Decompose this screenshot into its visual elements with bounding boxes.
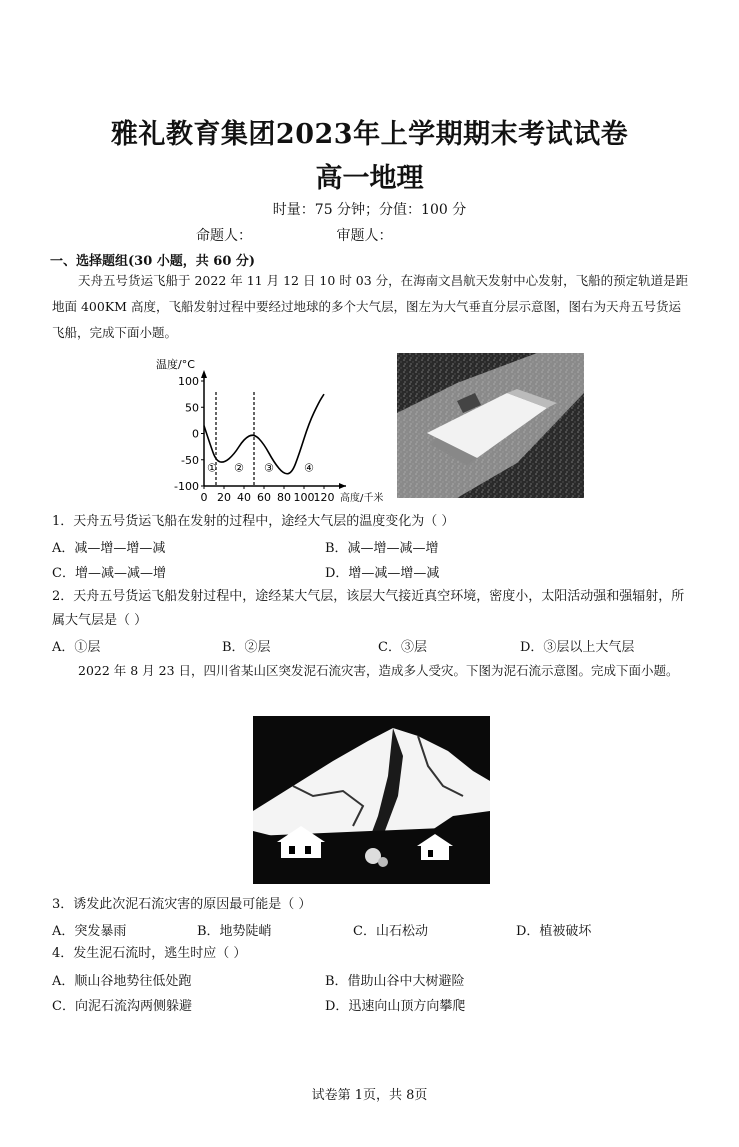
y-tick-label: -100 xyxy=(174,480,199,493)
subject-title: 高一地理 xyxy=(315,163,424,194)
x-tick-label: 100 xyxy=(293,491,315,502)
q4-option-c: C．向泥石流沟两侧躲避 xyxy=(52,999,192,1014)
author-line xyxy=(196,225,472,245)
exam-title: 雅礼教育集团2023年上学期期末考试试卷 xyxy=(110,119,629,150)
q3-option-a: A．突发暴雨 xyxy=(52,924,127,939)
atmosphere-chart xyxy=(150,352,390,502)
intro-paragraph-2: 2022 年 8 月 23 日，四川省某山区突发泥石流灾害，造成多人受灾。下图为泥石流示意图。完成下面小题。 xyxy=(78,663,679,678)
layer-label: ② xyxy=(234,461,244,475)
intro-paragraph-1: 天舟五号货运飞船于 2022 年 11 月 12 日 10 时 03 分，在海南文昌航天发射中心发射，飞船的预定轨道是距地面 400KM 高度，飞船发射过程中要经过地球的多个大气层，图左为大气垂直分层示意图，图右为天舟五号货运飞船，完成下面小题。 xyxy=(52,273,689,340)
y-tick-label: 0 xyxy=(192,427,199,441)
q2-option-c: C．③层 xyxy=(378,640,427,655)
q2-option-b: B．②层 xyxy=(222,640,271,655)
spacecraft-photo xyxy=(397,353,584,498)
exam-meta: 时量：75 分钟；分值：100 分 xyxy=(272,202,467,218)
q3-option-d: D．植被破坏 xyxy=(516,924,592,939)
q1-option-b: B．减—增—减—增 xyxy=(325,541,439,556)
x-tick-label: 20 xyxy=(217,491,231,502)
y-axis-label: 温度/°C xyxy=(156,358,195,371)
y-tick-label: 100 xyxy=(178,375,199,388)
q2-option-d: D．③层以上大气层 xyxy=(520,640,635,655)
q3-option-c: C．山石松动 xyxy=(353,924,428,939)
q1-option-a: A．减—增—增—减 xyxy=(52,541,166,556)
q4-option-b: B．借助山谷中大树避险 xyxy=(325,974,465,989)
layer-label: ③ xyxy=(264,461,274,475)
q3-option-b: B．地势陡峭 xyxy=(197,924,272,939)
x-tick-label: 40 xyxy=(237,491,251,502)
x-tick-label: 60 xyxy=(257,491,271,502)
x-tick-label: 80 xyxy=(277,491,291,502)
x-axis-arrow xyxy=(339,483,346,489)
question-2: 2．天舟五号货运飞船发射过程中，途经某大气层，该层大气接近真空环境，密度小，太阳活动强和强辐射，所属大气层是（ ） xyxy=(52,589,685,628)
question-3: 3．诱发此次泥石流灾害的原因最可能是（ ） xyxy=(52,897,312,912)
q1-option-c: C．增—减—减—增 xyxy=(52,566,166,581)
layer-label: ④ xyxy=(304,461,314,475)
question-4: 4．发生泥石流时，逃生时应（ ） xyxy=(52,946,247,961)
debris-flow-picture xyxy=(253,716,490,884)
section-heading: 一、选择题组(30 小题，共 60 分) xyxy=(50,254,256,269)
q4-option-a: A．顺山谷地势往低处跑 xyxy=(52,974,192,989)
question-1: 1．天舟五号货运飞船在发射的过程中，途经大气层的温度变化为（ ） xyxy=(52,514,455,529)
y-axis-arrow xyxy=(201,370,207,378)
setter-label: 命题人： xyxy=(196,228,252,244)
x-axis-label: 高度/千米 xyxy=(340,493,384,502)
y-tick-label: -50 xyxy=(181,453,199,467)
q1-option-d: D．增—减—增—减 xyxy=(325,566,440,581)
x-tick-label: 120 xyxy=(313,491,335,502)
layer-label: ① xyxy=(207,461,217,475)
x-tick-label: 0 xyxy=(200,491,208,502)
q2-option-a: A．①层 xyxy=(52,640,101,655)
page-footer: 试卷第 1页，共 8页 xyxy=(311,1088,428,1103)
reviewer-label: 审题人： xyxy=(336,228,393,244)
y-tick-label: 50 xyxy=(185,401,199,415)
q4-option-d: D．迅速向山顶方向攀爬 xyxy=(325,999,466,1014)
